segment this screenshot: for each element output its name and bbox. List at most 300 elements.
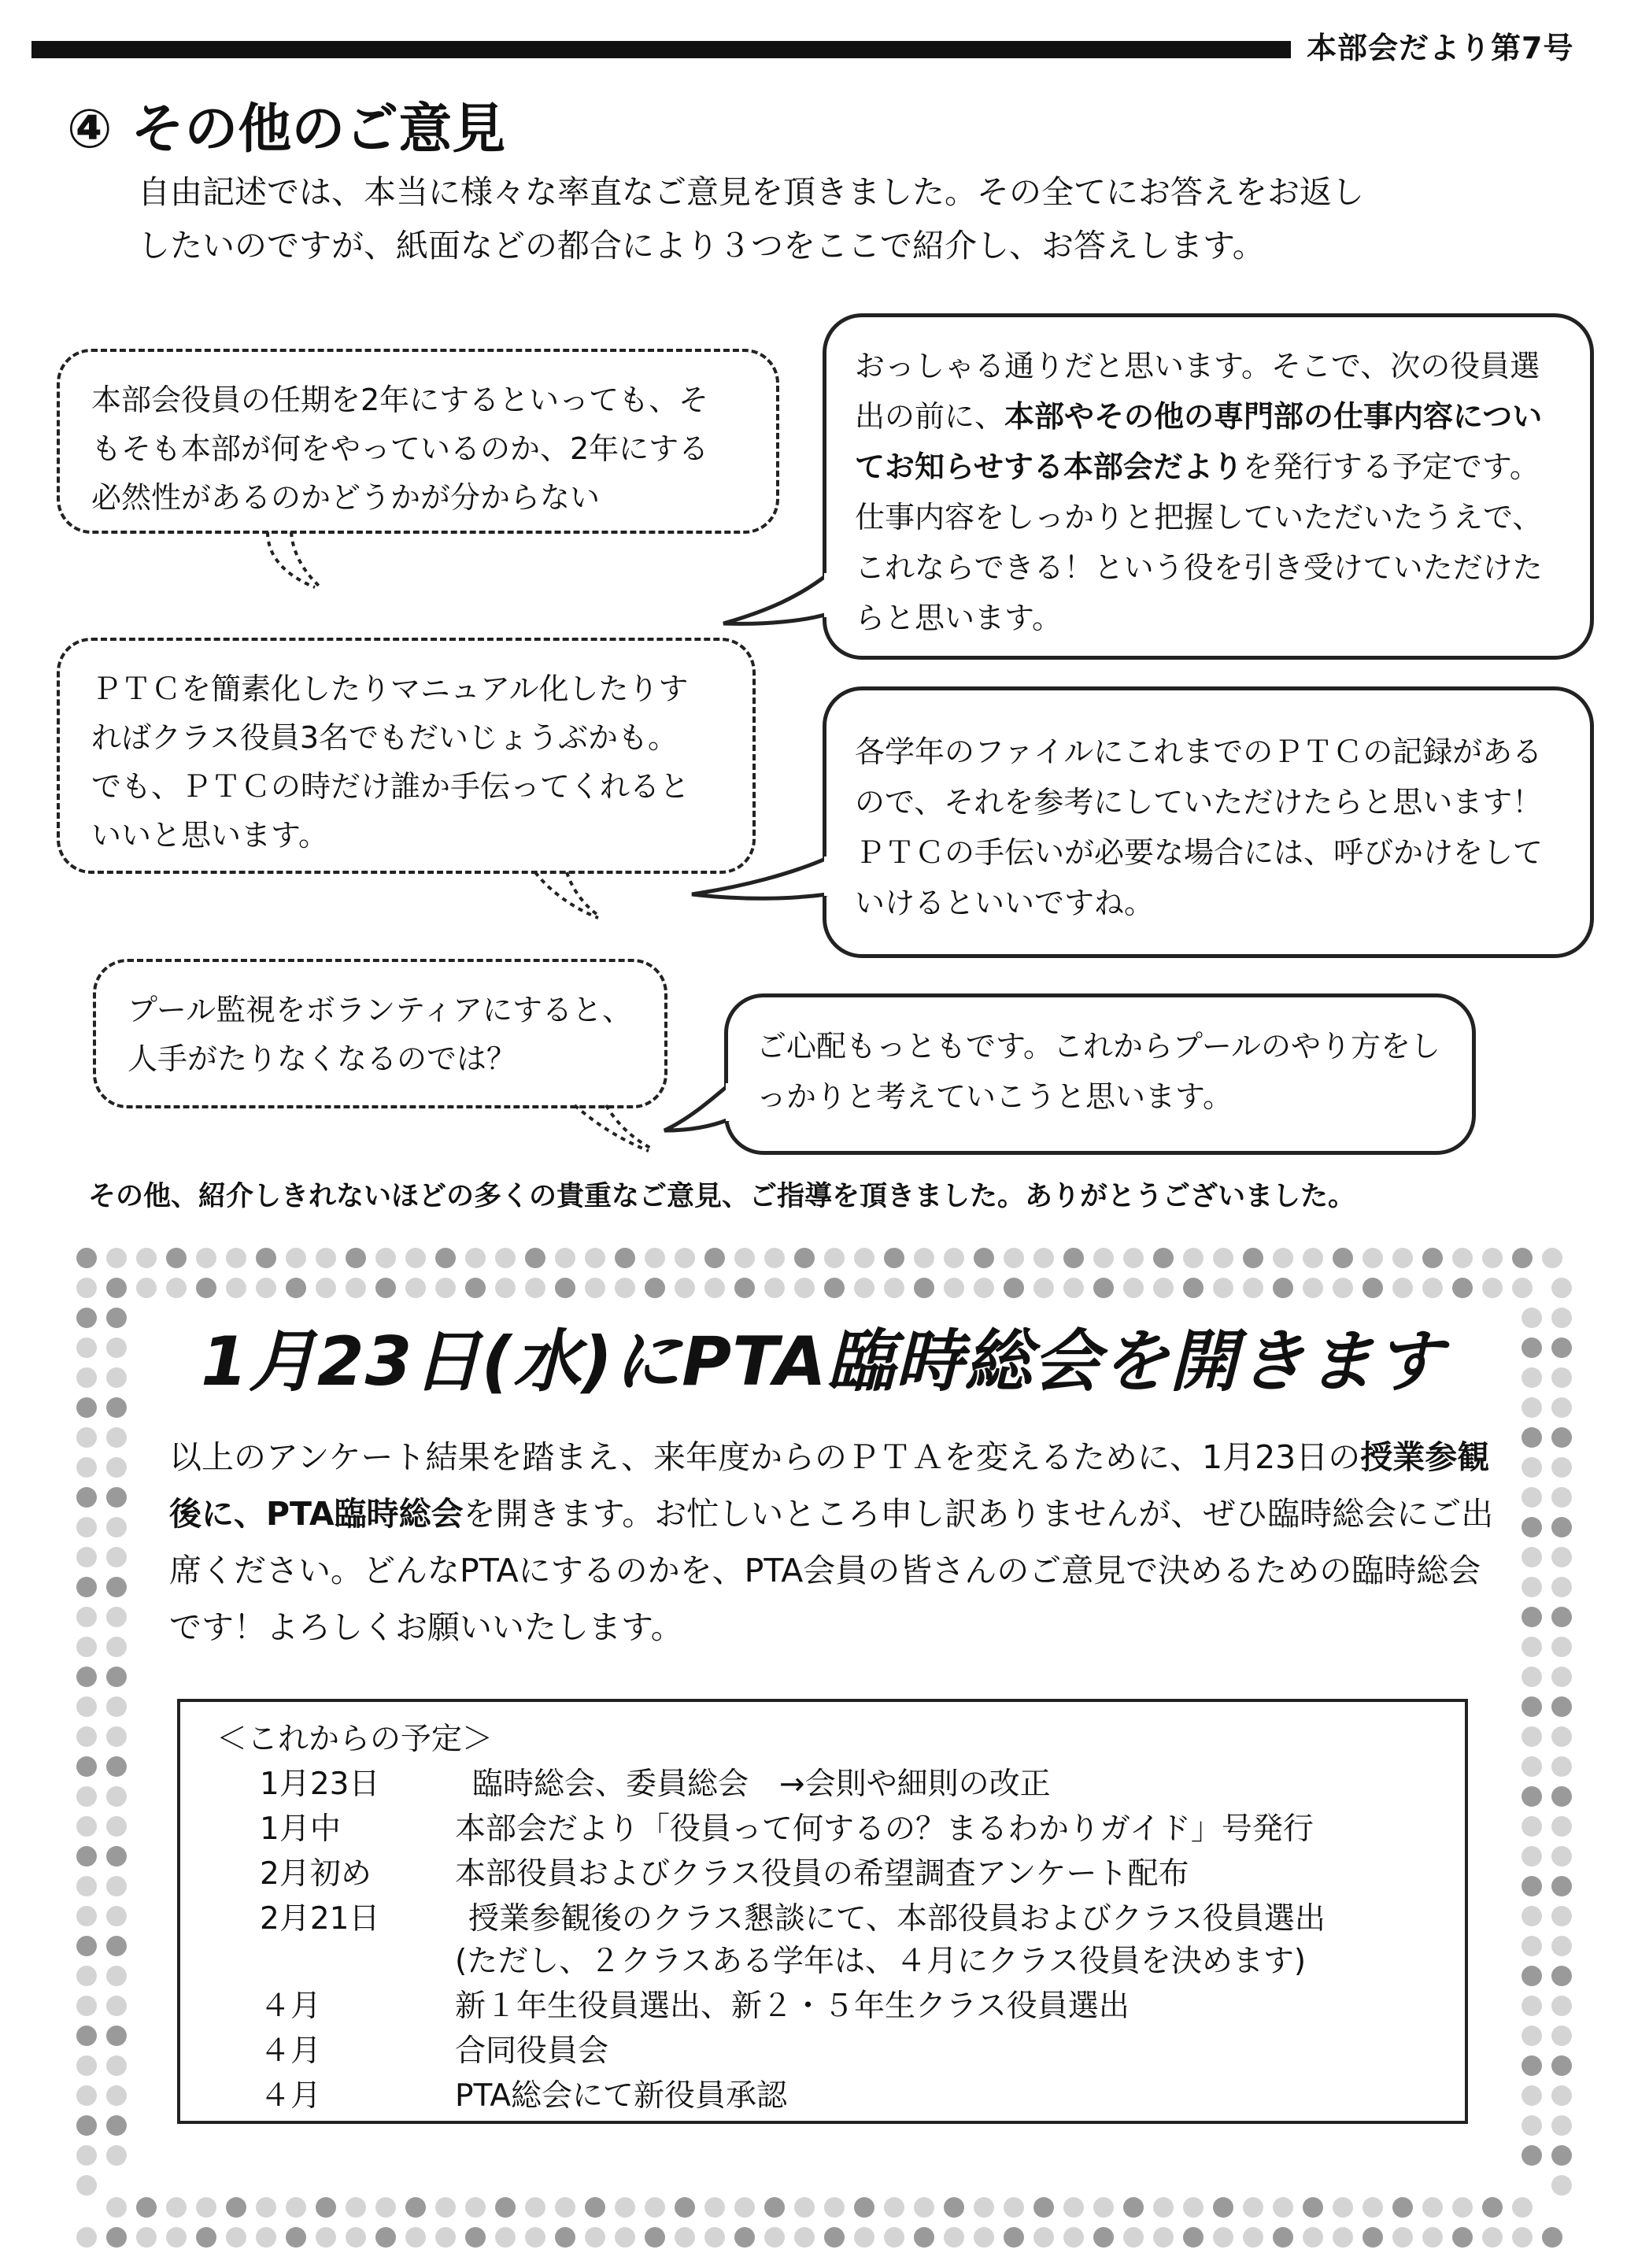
border-dot xyxy=(1392,2197,1413,2218)
thanks-message: その他、紹介しきれないほどの多くの貴重なご意見、ご指導を頂きました。ありがとうございました。 xyxy=(88,1181,1356,1212)
border-dot xyxy=(76,2085,97,2106)
border-dot xyxy=(1303,2227,1323,2248)
border-dot xyxy=(226,1278,246,1298)
question-line: 必然性があるのかどうかが分からない xyxy=(91,480,601,515)
border-dot xyxy=(675,2227,695,2248)
border-dot xyxy=(405,1278,426,1298)
border-dot xyxy=(794,2197,815,2218)
border-dot xyxy=(1551,1308,1572,1328)
border-dot xyxy=(1522,1816,1542,1837)
border-dot xyxy=(76,1936,97,1956)
border-dot xyxy=(76,2175,97,2196)
border-dot xyxy=(76,1966,97,1986)
border-dot xyxy=(1522,2085,1542,2106)
answer-bubble-2 xyxy=(823,686,1594,958)
border-dot xyxy=(1422,2197,1443,2218)
border-dot xyxy=(196,2197,216,2218)
border-dot xyxy=(1522,1367,1542,1388)
border-dot xyxy=(106,2115,127,2136)
border-dot xyxy=(1551,1756,1572,1777)
border-dot xyxy=(1551,1996,1572,2016)
border-dot xyxy=(1333,1248,1353,1268)
border-dot xyxy=(675,1278,695,1298)
border-dot xyxy=(1033,1278,1054,1298)
border-dot xyxy=(375,1248,396,1268)
border-dot xyxy=(316,1278,336,1298)
answer-text: おっしゃる通りだと思います。そこで、次の役員選出の前に、 xyxy=(855,349,1540,434)
border-dot xyxy=(1243,2197,1263,2218)
border-dot xyxy=(76,2227,97,2248)
border-dot xyxy=(1063,1248,1084,1268)
border-dot xyxy=(734,2197,755,2218)
border-dot xyxy=(1303,1278,1323,1298)
notice-text: 以上のアンケート結果を踏まえ、来年度からのＰＴＡを変えるために、1月23日の xyxy=(169,1438,1361,1476)
border-dot xyxy=(1093,2197,1114,2218)
border-dot xyxy=(166,2227,187,2248)
border-dot xyxy=(106,1577,127,1597)
border-dot xyxy=(106,2227,127,2248)
border-dot xyxy=(316,1248,336,1268)
border-dot xyxy=(106,1996,127,2016)
border-dot xyxy=(136,1248,157,1268)
border-dot xyxy=(1522,1308,1542,1328)
border-dot xyxy=(1522,1487,1542,1508)
border-dot xyxy=(1033,2227,1054,2248)
border-dot xyxy=(525,2227,545,2248)
border-dot xyxy=(615,1248,635,1268)
border-dot xyxy=(316,2227,336,2248)
border-dot xyxy=(944,2197,964,2218)
border-dot xyxy=(76,1906,97,1926)
border-dot xyxy=(1213,1248,1233,1268)
answer-text: 各学年のファイルにこれまでのＰＴＣの記録があるので、それを参考にしていただけたらと思います！ＰＴＣの手伝いが必要な場合には、呼びかけをしていけるといいですね。 xyxy=(855,734,1544,920)
border-dot xyxy=(76,1487,97,1508)
border-dot xyxy=(76,1786,97,1807)
border-dot xyxy=(375,1278,396,1298)
border-dot xyxy=(704,2197,725,2218)
border-dot xyxy=(76,2115,97,2136)
border-dot xyxy=(1551,1726,1572,1747)
border-dot xyxy=(1183,2227,1204,2248)
border-dot xyxy=(1123,1278,1144,1298)
schedule-date: ４月 xyxy=(260,1989,322,2024)
border-dot xyxy=(76,1846,97,1867)
border-dot xyxy=(76,1337,97,1358)
border-dot xyxy=(854,1248,874,1268)
notice-emphasis: 授業参観後に、PTA臨時総会 xyxy=(169,1438,1490,1533)
newsletter-title: 本部会だより第7号 xyxy=(1307,31,1574,65)
border-dot xyxy=(1551,1696,1572,1717)
border-dot xyxy=(495,2227,516,2248)
border-dot xyxy=(316,2197,336,2218)
border-dot xyxy=(1551,1667,1572,1687)
border-dot xyxy=(435,1248,456,1268)
border-dot xyxy=(1522,1966,1542,1986)
border-dot xyxy=(1273,2197,1293,2218)
border-dot xyxy=(1273,1248,1293,1268)
border-dot xyxy=(1551,1337,1572,1358)
border-dot xyxy=(1213,2227,1233,2248)
answer-emphasis: 本部やその他の専門部の仕事内容についてお知らせする本部会だより xyxy=(855,399,1543,484)
border-dot xyxy=(106,1906,127,1926)
schedule-text: 新１年生役員選出、新２・５年生クラス役員選出 xyxy=(455,1989,1130,2024)
schedule-text: 本部役員およびクラス役員の希望調査アンケート配布 xyxy=(455,1856,1189,1892)
border-dot xyxy=(1512,2197,1533,2218)
border-dot xyxy=(1123,1248,1144,1268)
schedule-date: 2月21日 xyxy=(260,1901,380,1937)
border-dot xyxy=(1551,2026,1572,2046)
border-dot xyxy=(1063,2197,1084,2218)
border-dot xyxy=(1392,1248,1413,1268)
border-dot xyxy=(1243,1248,1263,1268)
border-dot xyxy=(1551,1876,1572,1896)
border-dot xyxy=(106,1367,127,1388)
border-dot xyxy=(1522,1397,1542,1418)
border-dot xyxy=(734,1278,755,1298)
border-dot xyxy=(1551,1397,1572,1418)
border-dot xyxy=(166,1248,187,1268)
border-dot xyxy=(1033,1248,1054,1268)
border-dot xyxy=(1522,1996,1542,2016)
schedule-date: 2月初め xyxy=(260,1856,372,1892)
border-dot xyxy=(854,1278,874,1298)
border-dot xyxy=(884,1278,904,1298)
border-dot xyxy=(465,1248,486,1268)
border-dot xyxy=(1452,1248,1473,1268)
border-dot xyxy=(1123,2227,1144,2248)
border-dot xyxy=(1522,2055,1542,2076)
border-dot xyxy=(1093,1278,1114,1298)
border-dot xyxy=(645,1278,665,1298)
border-dot xyxy=(1522,2115,1542,2136)
border-dot xyxy=(1093,2227,1114,2248)
border-dot xyxy=(944,2227,964,2248)
question-bubble-1 xyxy=(57,349,779,534)
border-dot xyxy=(1333,2227,1353,2248)
border-dot xyxy=(585,1278,605,1298)
border-dot xyxy=(166,2197,187,2218)
question-line: 人手がたりなくなるのでは？ xyxy=(128,1042,517,1076)
border-dot xyxy=(615,1278,635,1298)
border-dot xyxy=(1123,2197,1144,2218)
question-bubble-3 xyxy=(93,959,667,1108)
border-dot xyxy=(1551,1547,1572,1567)
border-dot xyxy=(1522,2145,1542,2166)
border-dot xyxy=(196,1248,216,1268)
border-dot xyxy=(106,1487,127,1508)
border-dot xyxy=(1522,1607,1542,1627)
schedule-text: 本部会だより「役員って何するの？まるわかりガイド」号発行 xyxy=(455,1811,1314,1847)
border-dot xyxy=(884,1248,904,1268)
border-dot xyxy=(226,1248,246,1268)
border-dot xyxy=(1522,2026,1542,2046)
border-dot xyxy=(1551,1577,1572,1597)
border-dot xyxy=(1512,1248,1533,1268)
border-dot xyxy=(1183,1278,1204,1298)
border-dot xyxy=(256,2227,276,2248)
schedule-title: ＜これからの予定＞ xyxy=(216,1722,494,1757)
border-dot xyxy=(106,1846,127,1867)
border-dot xyxy=(76,1996,97,2016)
border-dot xyxy=(1522,1457,1542,1478)
border-dot xyxy=(346,2227,366,2248)
border-dot xyxy=(435,1278,456,1298)
border-dot xyxy=(525,2197,545,2218)
border-dot xyxy=(1551,1786,1572,1807)
notice-body xyxy=(169,1429,1499,1656)
border-dot xyxy=(1363,1248,1383,1268)
border-dot xyxy=(1153,2227,1174,2248)
border-dot xyxy=(1333,1278,1353,1298)
border-dot xyxy=(1482,1248,1503,1268)
border-dot xyxy=(914,2227,934,2248)
border-dot xyxy=(495,1278,516,1298)
border-dot xyxy=(824,2197,845,2218)
border-dot xyxy=(1551,1517,1572,1537)
border-dot xyxy=(196,2227,216,2248)
border-dot xyxy=(226,2227,246,2248)
border-dot xyxy=(1004,1278,1024,1298)
question-line: でも、ＰＴＣの時だけ誰か手伝ってくれると xyxy=(91,769,690,804)
border-dot xyxy=(76,1248,97,1268)
border-dot xyxy=(615,2227,635,2248)
border-dot xyxy=(1363,2227,1383,2248)
section-title: ④ その他のご意見 xyxy=(67,98,506,161)
border-dot xyxy=(645,2227,665,2248)
border-dot xyxy=(764,1248,785,1268)
border-dot xyxy=(76,1457,97,1478)
border-dot xyxy=(675,2197,695,2218)
border-dot xyxy=(764,1278,785,1298)
border-dot xyxy=(675,1248,695,1268)
border-dot xyxy=(1392,2227,1413,2248)
border-dot xyxy=(1522,1547,1542,1567)
border-dot xyxy=(106,2026,127,2046)
border-dot xyxy=(1551,1457,1572,1478)
border-dot xyxy=(106,1966,127,1986)
border-dot xyxy=(1551,2175,1572,2196)
border-dot xyxy=(106,1786,127,1807)
border-dot xyxy=(615,2197,635,2218)
answer-text: を発行する予定です。仕事内容をしっかりと把握していただいたうえで、これならできる！という役を引き受けていただけたらと思います。 xyxy=(855,450,1543,635)
border-dot xyxy=(1482,2227,1503,2248)
border-dot xyxy=(1333,2197,1353,2218)
border-dot xyxy=(1452,2227,1473,2248)
border-dot xyxy=(196,1278,216,1298)
border-dot xyxy=(1452,1278,1473,1298)
section-intro xyxy=(138,165,1539,272)
border-dot xyxy=(1033,2197,1054,2218)
question-line: 本部会役員の任期を2年にするといっても、そ xyxy=(91,383,709,417)
border-dot xyxy=(106,2197,127,2218)
border-dot xyxy=(914,1248,934,1268)
border-dot xyxy=(824,1278,845,1298)
border-dot xyxy=(76,1637,97,1657)
border-dot xyxy=(1183,2197,1204,2218)
answer-bubble-3 xyxy=(724,993,1476,1155)
border-dot xyxy=(824,2227,845,2248)
border-dot xyxy=(585,2197,605,2218)
border-dot xyxy=(1522,1936,1542,1956)
border-dot xyxy=(1551,1846,1572,1867)
border-dot xyxy=(1551,1607,1572,1627)
border-dot xyxy=(106,1547,127,1567)
border-dot xyxy=(1551,1936,1572,1956)
border-dot xyxy=(1303,2197,1323,2218)
border-dot xyxy=(76,1696,97,1717)
border-dot xyxy=(106,1667,127,1687)
border-dot xyxy=(1522,1696,1542,1717)
border-dot xyxy=(1551,2145,1572,2166)
border-dot xyxy=(974,2197,994,2218)
border-dot xyxy=(375,2227,396,2248)
border-dot xyxy=(106,1607,127,1627)
border-dot xyxy=(1482,1278,1503,1298)
border-dot xyxy=(1551,1487,1572,1508)
border-dot xyxy=(1551,2115,1572,2136)
border-dot xyxy=(1213,1278,1233,1298)
border-dot xyxy=(346,2197,366,2218)
border-dot xyxy=(106,1248,127,1268)
border-dot xyxy=(1153,2197,1174,2218)
border-dot xyxy=(405,1248,426,1268)
border-dot xyxy=(1392,1278,1413,1298)
border-dot xyxy=(76,1308,97,1328)
question-line: ればクラス役員3名でもだいじょうぶかも。 xyxy=(91,720,678,755)
answer-bubble-tail xyxy=(720,565,830,636)
border-dot xyxy=(1522,1577,1542,1597)
border-dot xyxy=(854,2227,874,2248)
border-dot xyxy=(76,1278,97,1298)
border-dot xyxy=(106,1337,127,1358)
border-dot xyxy=(76,1726,97,1747)
border-dot xyxy=(1183,1248,1204,1268)
border-dot xyxy=(495,1248,516,1268)
border-dot xyxy=(734,1248,755,1268)
border-dot xyxy=(76,1876,97,1896)
border-dot xyxy=(76,1427,97,1448)
border-dot xyxy=(435,2227,456,2248)
border-dot xyxy=(76,2026,97,2046)
border-dot xyxy=(884,2197,904,2218)
border-dot xyxy=(734,2227,755,2248)
schedule-text: 合同役員会 xyxy=(455,2033,609,2069)
border-dot xyxy=(76,1577,97,1597)
border-dot xyxy=(76,1517,97,1537)
border-dot xyxy=(76,1397,97,1418)
border-dot xyxy=(1303,1248,1323,1268)
border-dot xyxy=(286,2197,306,2218)
border-dot xyxy=(286,2227,306,2248)
border-dot xyxy=(346,1248,366,1268)
border-dot xyxy=(1551,1966,1572,1986)
border-dot xyxy=(555,2227,575,2248)
border-dot xyxy=(256,1248,276,1268)
border-dot xyxy=(704,1248,725,1268)
border-dot xyxy=(495,2197,516,2218)
border-dot xyxy=(914,2197,934,2218)
border-dot xyxy=(1422,1248,1443,1268)
border-dot xyxy=(76,1816,97,1837)
border-dot xyxy=(76,1667,97,1687)
border-dot xyxy=(1482,2197,1503,2218)
border-dot xyxy=(106,1936,127,1956)
border-dot xyxy=(1551,1816,1572,1837)
border-dot xyxy=(106,1696,127,1717)
border-dot xyxy=(974,1248,994,1268)
border-dot xyxy=(106,1756,127,1777)
border-dot xyxy=(555,1248,575,1268)
border-dot xyxy=(764,2197,785,2218)
schedule-text: 臨時総会、委員総会 →会則や細則の改正 xyxy=(472,1767,1051,1802)
border-dot xyxy=(1363,1278,1383,1298)
border-dot xyxy=(1522,1337,1542,1358)
border-dot xyxy=(405,2227,426,2248)
border-dot xyxy=(405,2197,426,2218)
border-dot xyxy=(106,1278,127,1298)
border-dot xyxy=(166,1278,187,1298)
schedule-date: ４月 xyxy=(260,2033,322,2069)
border-dot xyxy=(1004,1248,1024,1268)
schedule-text: (ただし、２クラスある学年は、４月にクラス役員を決めます) xyxy=(455,1944,1307,1979)
border-dot xyxy=(1551,1637,1572,1657)
border-dot xyxy=(1551,1367,1572,1388)
border-dot xyxy=(884,2227,904,2248)
border-dot xyxy=(1522,1637,1542,1657)
border-dot xyxy=(1093,1248,1114,1268)
border-dot xyxy=(106,1816,127,1837)
border-dot xyxy=(1522,1726,1542,1747)
border-dot xyxy=(136,1278,157,1298)
question-bubble-2 xyxy=(57,638,756,874)
border-dot xyxy=(1522,1846,1542,1867)
border-dot xyxy=(106,1517,127,1537)
question-line: ＰＴＣを簡素化したりマニュアル化したりす xyxy=(91,672,689,706)
border-dot xyxy=(854,2197,874,2218)
border-dot xyxy=(944,1248,964,1268)
border-dot xyxy=(1551,1278,1572,1298)
border-dot xyxy=(1522,1756,1542,1777)
border-dot xyxy=(1551,2085,1572,2106)
border-dot xyxy=(1542,1248,1562,1268)
schedule-date: ４月 xyxy=(260,2078,322,2114)
border-dot xyxy=(704,1278,725,1298)
border-dot xyxy=(226,2197,246,2218)
border-dot xyxy=(76,2145,97,2166)
border-dot xyxy=(1522,1427,1542,1448)
border-dot xyxy=(1273,1278,1293,1298)
schedule-text: PTA総会にて新役員承認 xyxy=(455,2078,787,2114)
border-dot xyxy=(974,1278,994,1298)
answer-bubble-1 xyxy=(823,313,1594,660)
answer-bubble-tail xyxy=(689,850,830,913)
border-dot xyxy=(1363,2197,1383,2218)
border-dot xyxy=(465,2197,486,2218)
border-dot xyxy=(136,2197,157,2218)
border-dot xyxy=(704,2227,725,2248)
border-dot xyxy=(435,2197,456,2218)
answer-bubble-tail xyxy=(661,1079,732,1141)
border-dot xyxy=(1422,2227,1443,2248)
intro-line: したいのですが、紙面などの都合により３つをここで紹介し、お答えします。 xyxy=(138,227,1265,265)
schedule-text: 授業参観後のクラス懇談にて、本部役員およびクラス役員選出 xyxy=(468,1901,1326,1937)
border-dot xyxy=(106,1726,127,1747)
border-dot xyxy=(106,2085,127,2106)
border-dot xyxy=(1243,1278,1263,1298)
border-dot xyxy=(76,1756,97,1777)
border-dot xyxy=(106,1427,127,1448)
border-dot xyxy=(1153,1248,1174,1268)
